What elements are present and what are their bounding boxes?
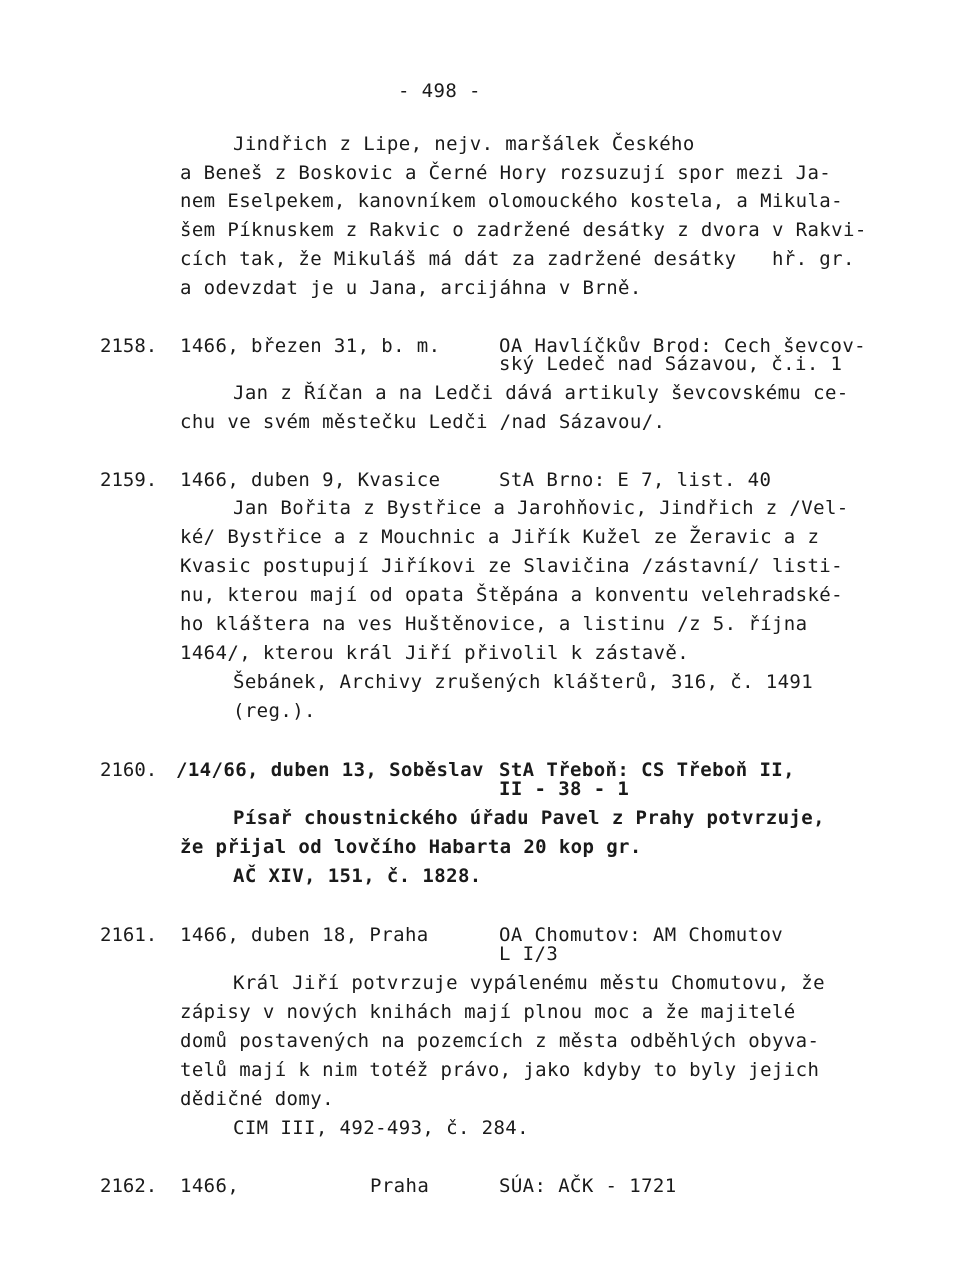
- entry-number: 2162.: [100, 1175, 158, 1197]
- entry-archive: OA Havlíčkův Brod: Cech ševcov-: [499, 335, 867, 357]
- entry-number: 2158.: [100, 335, 158, 357]
- citation: AČ XIV, 151, č. 1828.: [233, 865, 482, 887]
- entry-archive: ský Ledeč nad Sázavou, č.i. 1: [499, 353, 843, 375]
- text-line: 1464/, kterou král Jiří přivolil k zástavě.: [180, 642, 690, 664]
- page-number: - 498 -: [398, 80, 481, 102]
- text-line: chu ve svém městečku Ledči /nad Sázavou/.: [180, 411, 666, 433]
- entry-archive: OA Chomutov: AM Chomutov: [499, 924, 784, 946]
- text-line: Král Jiří potvrzuje vypálenému městu Chomutovu, že: [233, 972, 825, 994]
- citation: CIM III, 492-493, č. 284.: [233, 1117, 529, 1139]
- text-line: dědičné domy.: [180, 1088, 334, 1110]
- text-line: a Beneš z Boskovic a Černé Hory rozsuzují spor mezi Ja-: [180, 162, 832, 184]
- entry-archive: StA Třeboň: CS Třeboň II,: [499, 759, 795, 781]
- entry-number: 2160.: [100, 759, 158, 781]
- text-line: cích tak, že Mikuláš má dát za zadržené desátky hř. gr.: [180, 248, 855, 270]
- text-line: nu, kterou mají od opata Štěpána a konventu velehradské-: [180, 584, 843, 606]
- text-line: a odevzdat je u Jana, arcijáhna v Brně.: [180, 277, 642, 299]
- text-line: Jan z Říčan a na Ledči dává artikuly ševcovskému ce-: [233, 382, 849, 404]
- citation: (reg.).: [233, 700, 316, 722]
- text-line: ké/ Bystřice a z Mouchnic a Jiřík Kužel ze Žeravic a z: [180, 526, 820, 548]
- entry-place: Praha: [370, 1175, 430, 1197]
- entry-date-place: /14/66, duben 13, Soběslav: [176, 759, 484, 781]
- entry-archive: StA Brno: E 7, list. 40: [499, 469, 772, 491]
- entry-date-place: 1466, duben 9, Kvasice: [180, 469, 441, 491]
- text-line: Kvasic postupují Jiříkovi ze Slavičina /zástavní/ listi-: [180, 555, 843, 577]
- entry-date: 1466,: [180, 1175, 240, 1197]
- entry-number: 2161.: [100, 924, 158, 946]
- entry-date-place: 1466, duben 18, Praha: [180, 924, 429, 946]
- text-line: Jan Bořita z Bystřice a Jarohňovic, Jindřich z /Vel-: [233, 497, 849, 519]
- text-line: telů mají k nim totéž právo, jako kdyby to byly jejich: [180, 1059, 820, 1081]
- text-line: ho kláštera na ves Huštěnovice, a listinu /z 5. října: [180, 613, 808, 635]
- citation: Šebánek, Archivy zrušených klášterů, 316, č. 1491: [233, 671, 814, 693]
- entry-archive: II - 38 - 1: [499, 778, 630, 800]
- text-line: Písař choustnického úřadu Pavel z Prahy potvrzuje,: [233, 807, 825, 829]
- entry-date-place: 1466, březen 31, b. m.: [180, 335, 441, 357]
- entry-number: 2159.: [100, 469, 158, 491]
- entry-archive: SÚA: AČK - 1721: [499, 1175, 677, 1197]
- text-line: domů postavených na pozemcích z města odběhlých obyva-: [180, 1030, 820, 1052]
- entry-archive: L I/3: [499, 943, 559, 965]
- text-line: Jindřich z Lipe, nejv. maršálek Českého: [233, 133, 695, 155]
- text-line: šem Píknuskem z Rakvic o zadržené desátky z dvora v Rakvi-: [180, 219, 867, 241]
- text-line: že přijal od lovčího Habarta 20 kop gr.: [180, 836, 642, 858]
- text-line: zápisy v nových knihách mají plnou moc a že majitelé: [180, 1001, 796, 1023]
- text-line: nem Eselpekem, kanovníkem olomouckého kostela, a Mikula-: [180, 190, 843, 212]
